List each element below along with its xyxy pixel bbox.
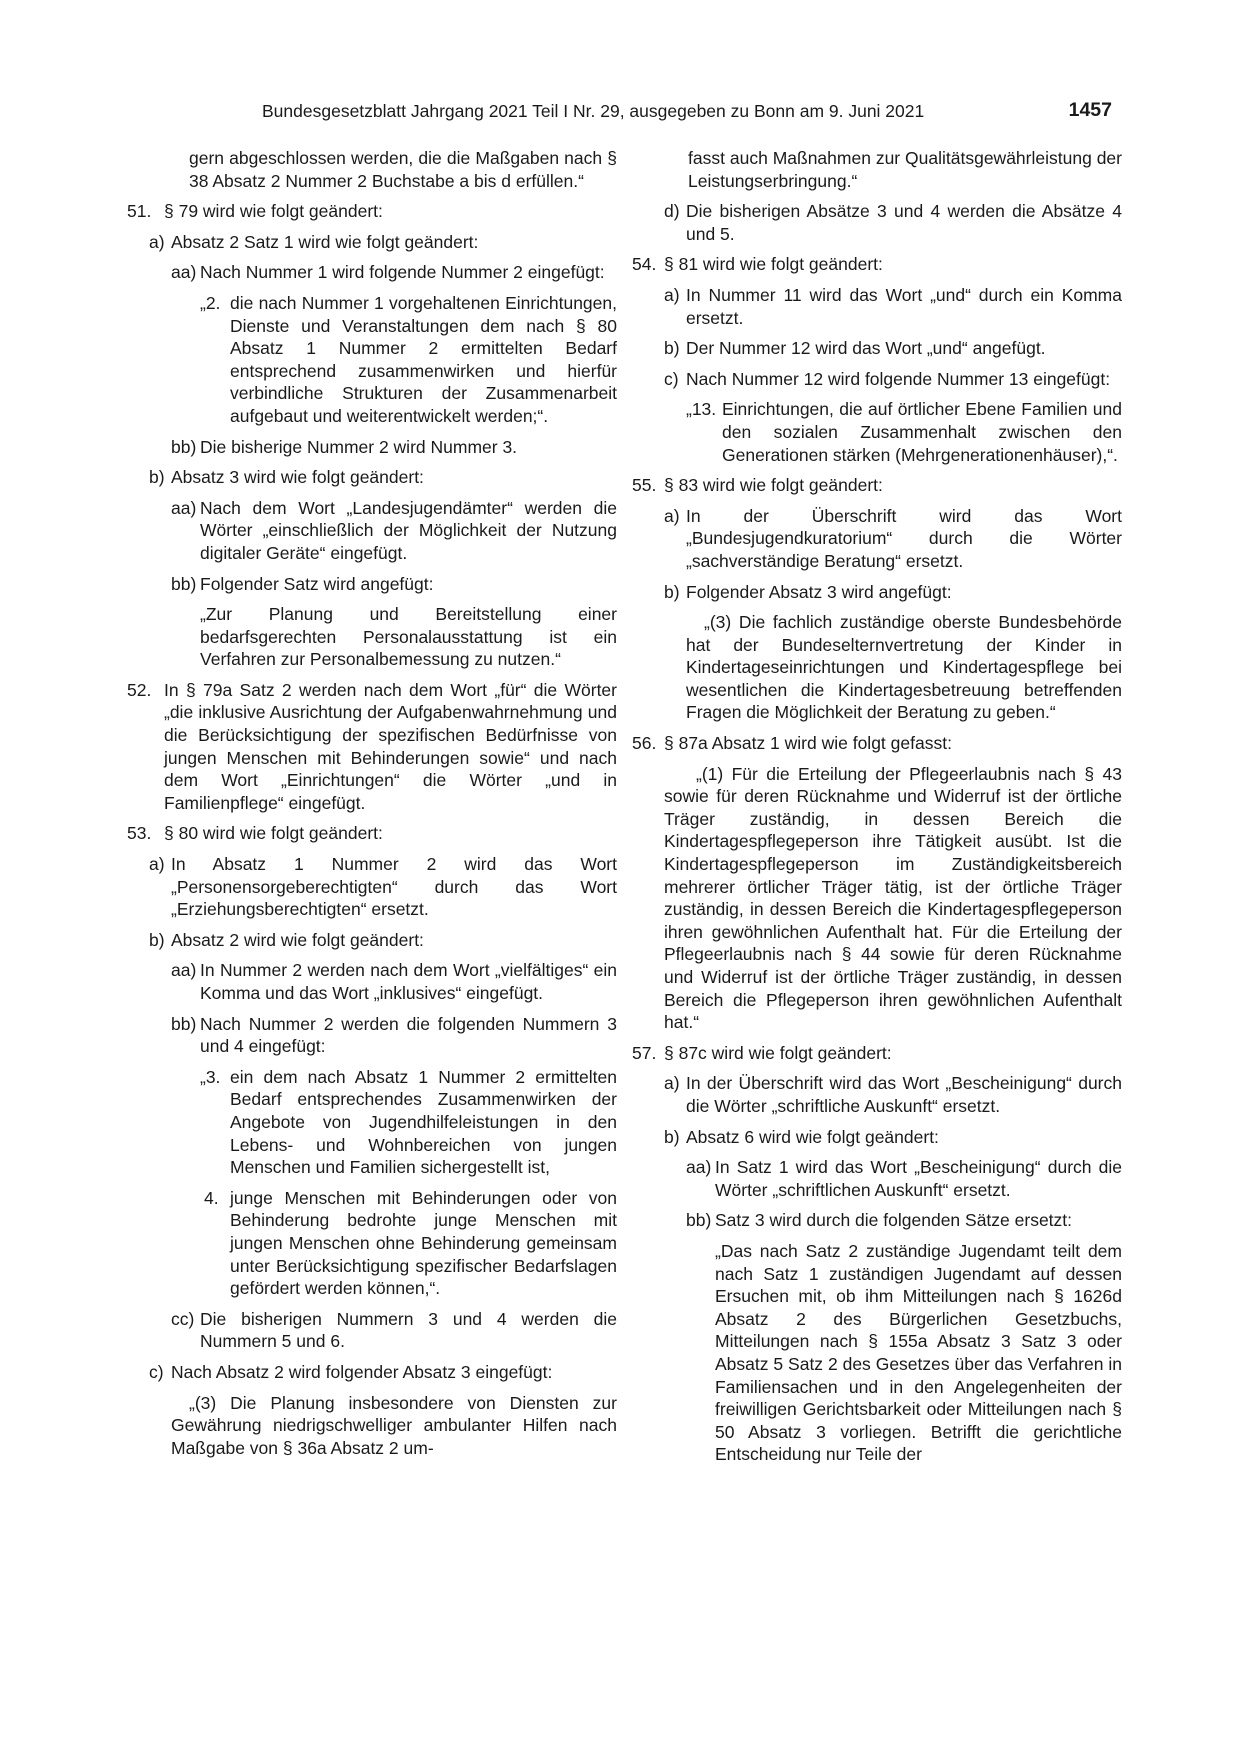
item-55-b [664,581,1122,604]
item-label: c) [664,368,679,389]
item-text: In Satz 1 wird das Wort „Bescheinigung“ durch die Wörter „schriftlichen Auskunft“ ersetzt. [715,1157,1122,1200]
quote-text: „(1) Für die Erteilung der Pflegeerlaubnis nach § 43 sowie für deren Rücknahme und Widerruf ist der örtliche Träger zuständig, in dessen Bereich die Kindertagespflegeperson ihre Tätigkeit ausübt. Ist die Kindertagespflegeperson im Zuständigkeitsbereich mehrerer örtlicher Träger tätig, ist der örtliche Träger zuständig, in dessen Bereich die Kindertagespflegeperson ihren gewöhnlichen Aufenthalt hat. Für die Erteilung der Pflegeerlaubnis nach § 44 sowie für deren Rücknahme und Widerruf ist der örtliche Träger zuständig, in dessen Bereich die Pflegeperson ihren gewöhnlichen Aufenthalt hat.“ [664,763,1122,1033]
item-number: 55. [632,475,657,496]
item-number: 56. [632,733,657,754]
continuation-text-body: gern abgeschlossen werden, die die Maßgaben nach § 38 Absatz 2 Nummer 2 Buchstabe a bis d erfüllen.“ [189,148,617,191]
item-text: Nach Nummer 12 wird folgende Nummer 13 eingefügt: [686,368,1111,389]
item-54 [632,253,1122,276]
continuation-text-body: fasst auch Maßnahmen zur Qualitätsgewährleistung der Leistungserbringung.“ [688,148,1122,191]
item-text: die nach Nummer 1 vorgehaltenen Einrichtungen, Dienste und Veranstaltungen dem nach § 80 Absatz 1 Nummer 2 ermittelten Bedarf entsprechend zusammenwirken und hierfür verbindliche Strukturen der Zusammenarbeit aufgebaut und weiterentwickelt werden;“. [230,292,617,426]
left-column [127,147,617,1467]
item-label: 4. [204,1187,219,1208]
item-text: Folgender Satz wird angefügt: [200,573,434,594]
item-text: Absatz 2 wird wie folgt geändert: [171,929,424,950]
item-label: b) [664,581,680,602]
item-55-a [664,505,1122,573]
item-label: a) [664,1073,680,1094]
item-text: In Absatz 1 Nummer 2 wird das Wort „Personensorgeberechtigten“ durch das Wort „Erziehungsberechtigten“ ersetzt. [171,854,617,920]
item-label: a) [149,854,165,875]
quote-text: „(3) Die Planung insbesondere von Diensten zur Gewährung niedrigschwelliger ambulanter Hilfen nach Maßgabe von § 36a Absatz 2 um- [171,1392,617,1458]
item-label: cc) [171,1308,195,1329]
item-57 [632,1042,1122,1065]
item-text: Die bisherigen Absätze 3 und 4 werden die Absätze 4 und 5. [686,201,1122,244]
item-label: „13. [686,399,717,420]
item-57-b-bb [686,1209,1122,1232]
item-53 [127,822,617,845]
item-54-a [664,284,1122,329]
item-text: In Nummer 2 werden nach dem Wort „vielfältiges“ ein Komma und das Wort „inklusives“ eingefügt. [200,960,617,1003]
item-54-c [664,368,1122,391]
item-text: Nach Nummer 2 werden die folgenden Nummern 3 und 4 eingefügt: [200,1013,617,1057]
item-label: aa) [686,1157,712,1178]
item-label: d) [664,201,680,222]
item-text: ein dem nach Absatz 1 Nummer 2 ermittelten Bedarf entsprechendes Zusammenwirken der Angebote von Jugendhilfeleistungen in den Lebens- und Wohnbereichen von jungen Menschen und Familien sichergestellt ist, [230,1066,617,1178]
item-53-d [664,200,1122,245]
quote-text: „Zur Planung und Bereitstellung einer bedarfsgerechten Personalausstattung ist ein Verfahren zur Personalbemessung zu nutzen.“ [200,604,617,670]
item-text: Nach dem Wort „Landesjugendämter“ werden die Wörter „einschließlich der Möglichkeit der Nutzung digitaler Geräte“ eingefügt. [200,497,617,563]
continuation-text [632,147,1122,192]
item-label: a) [664,284,680,305]
item-number: 57. [632,1042,657,1063]
item-text: Nach Absatz 2 wird folgender Absatz 3 eingefügt: [171,1361,553,1382]
item-51-b [149,466,617,489]
item-label: aa) [171,262,197,283]
item-text: In Nummer 11 wird das Wort „und“ durch ein Komma ersetzt. [686,284,1122,328]
item-label: „2. [200,292,221,313]
item-text: Folgender Absatz 3 wird angefügt: [686,581,952,602]
item-text: Der Nummer 12 wird das Wort „und“ angefügt. [686,338,1046,359]
item-52 [127,679,617,815]
item-51-a [149,231,617,254]
item-53-b-cc [171,1308,617,1353]
page-number: 1457 [1068,99,1112,121]
item-label: bb) [171,1013,197,1034]
item-53-b-bb [171,1013,617,1058]
quote-item-4 [200,1187,617,1300]
quote-paragraph [686,611,1122,724]
quote-text: „Das nach Satz 2 zuständige Jugendamt teilt dem nach Satz 1 zuständigen Jugendamt auf dessen Ersuchen mit, ob ihm Mitteilungen nach § 1626d Absatz 2 des Bürgerlichen Gesetzbuchs, Mitteilungen nach § 155a Absatz 3 Satz 3 oder Absatz 5 Satz 2 des Gesetzes über das Verfahren in Familiensachen und in den Angelegenheiten der freiwilligen Gerichtsbarkeit oder Mitteilungen nach § 50 Absatz 3 vorliegen. Betrifft die gerichtliche Entscheidung nur Teile der [715,1240,1122,1465]
item-label: aa) [171,497,197,518]
item-55 [632,474,1122,497]
item-51-a-bb [171,436,617,459]
item-label: a) [664,505,680,526]
item-label: b) [149,929,165,950]
item-label: „3. [200,1066,221,1087]
item-text: § 80 wird wie folgt geändert: [164,823,383,844]
item-text: junge Menschen mit Behinderungen oder von Behinderung bedrohte junge Menschen mit jungen Menschen ohne Behinderung gemeinsam unter Berücksichtigung spezifischer Bedarfslagen gefördert werden können,“. [230,1187,617,1299]
item-53-b-aa [171,959,617,1004]
item-text: Absatz 3 wird wie folgt geändert: [171,467,424,488]
quote-paragraph [171,1392,617,1460]
continuation-text [127,147,617,192]
item-53-c [149,1361,617,1384]
item-text: Nach Nummer 1 wird folgende Nummer 2 eingefügt: [200,262,605,283]
item-53-a [149,853,617,921]
item-number: 54. [632,254,657,275]
item-text: § 87a Absatz 1 wird wie folgt gefasst: [664,733,952,754]
quote-item-2 [200,292,617,428]
quote-text: „(3) Die fachlich zuständige oberste Bundesbehörde hat der Bundeselternvertretung der Kinder in Kindertageseinrichtungen und Kindertagespflege bei wesentlichen die Kindertagesbetreuung betreffenden Fragen die Möglichkeit der Beratung zu geben.“ [686,612,1122,723]
item-text: In der Überschrift wird das Wort „Bescheinigung“ durch die Wörter „schriftliche Auskunft“ ersetzt. [686,1073,1122,1116]
item-label: b) [664,338,680,359]
item-text: Absatz 2 Satz 1 wird wie folgt geändert: [171,231,479,252]
item-51 [127,200,617,223]
item-label: bb) [171,573,197,594]
item-label: aa) [171,960,197,981]
item-51-b-aa [171,497,617,565]
quote-paragraph [200,603,617,671]
item-number: 53. [127,823,152,844]
item-text: Die bisherige Nummer 2 wird Nummer 3. [200,436,518,457]
quote-item-13 [686,398,1122,466]
item-text: Die bisherigen Nummern 3 und 4 werden die Nummern 5 und 6. [200,1308,617,1352]
item-text: Einrichtungen, die auf örtlicher Ebene Familien und den sozialen Zusammenhalt zwischen den Generationen stärken (Mehrgenerationenhäuser),“. [722,399,1122,465]
item-label: bb) [171,436,197,457]
right-column [632,147,1122,1474]
item-label: b) [149,467,165,488]
item-text: Satz 3 wird durch die folgenden Sätze ersetzt: [715,1210,1073,1231]
item-57-a [664,1072,1122,1117]
quote-paragraph [715,1240,1122,1466]
page-header [262,101,1112,127]
item-text: § 83 wird wie folgt geändert: [664,475,883,496]
item-label: b) [664,1126,680,1147]
item-number: 52. [127,679,152,700]
item-57-b [664,1126,1122,1149]
quote-item-3 [200,1066,617,1179]
item-text: In der Überschrift wird das Wort „Bundesjugendkuratorium“ durch die Wörter „sachverständige Beratung“ ersetzt. [686,505,1122,571]
item-label: bb) [686,1210,712,1231]
item-text: § 87c wird wie folgt geändert: [664,1042,892,1063]
item-label: c) [149,1361,164,1382]
item-51-b-bb [171,573,617,596]
item-56 [632,732,1122,755]
item-54-b [664,337,1122,360]
item-53-b [149,929,617,952]
item-text: § 81 wird wie folgt geändert: [664,254,883,275]
item-label: a) [149,231,165,252]
header-title: Bundesgesetzblatt Jahrgang 2021 Teil I Nr. 29, ausgegeben zu Bonn am 9. Juni 2021 [262,101,925,121]
item-text: In § 79a Satz 2 werden nach dem Wort „für“ die Wörter „die inklusive Ausrichtung der Aufgabenwahrnehmung und die Berücksichtigung der spezifischen Bedürfnisse von jungen Menschen mit Behinderungen sowie“ und nach dem Wort „Einrichtungen“ die Wörter „und in Familienpflege“ eingefügt. [164,679,617,813]
quote-paragraph [664,763,1122,1034]
item-51-a-aa [171,261,617,284]
item-57-b-aa [686,1156,1122,1201]
item-number: 51. [127,201,152,222]
item-text: Absatz 6 wird wie folgt geändert: [686,1126,939,1147]
item-text: § 79 wird wie folgt geändert: [164,201,383,222]
